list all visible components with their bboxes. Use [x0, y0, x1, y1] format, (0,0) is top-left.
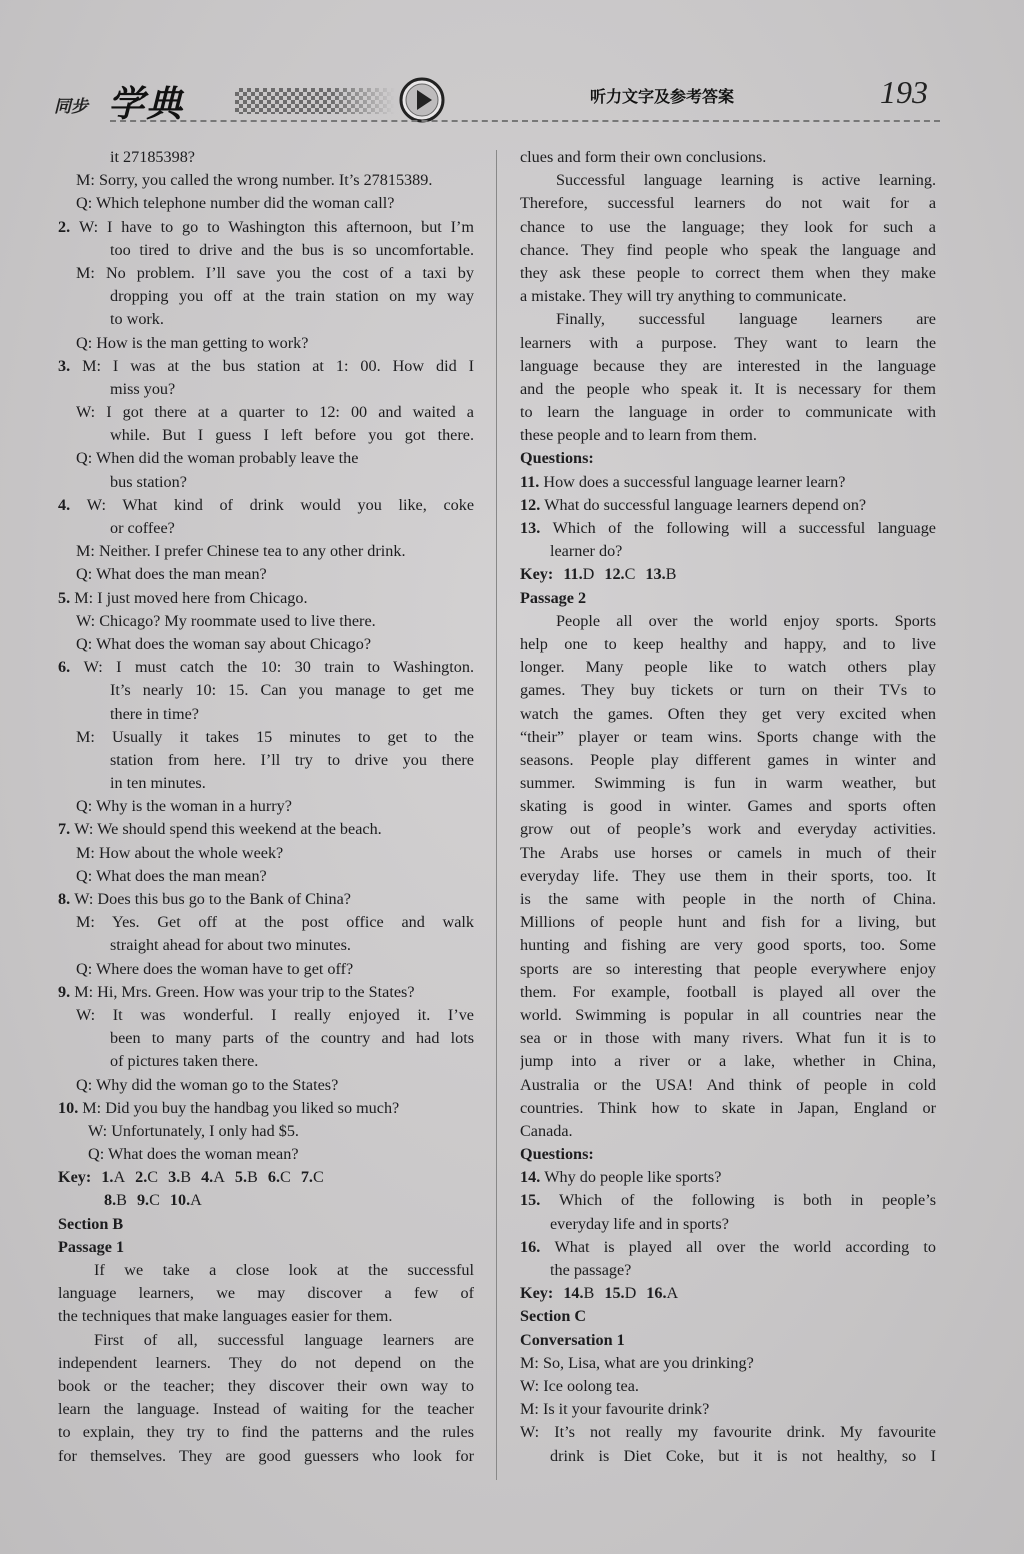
- key-answer: 7.C: [300, 1168, 324, 1187]
- line-text: in ten minutes.: [110, 774, 206, 793]
- line-text: straight ahead for about two minutes.: [110, 936, 351, 955]
- line-text: chance. They find people who speak the language and: [520, 240, 936, 259]
- text-line: [520, 262, 936, 285]
- key-row-2: [58, 1189, 474, 1212]
- line-text: Successful language learning is active learning.: [556, 171, 936, 190]
- text-line: [58, 239, 474, 262]
- line-text: clues and form their own conclusions.: [520, 148, 767, 166]
- key-answer: 15.D: [604, 1284, 637, 1303]
- line-text: to work.: [110, 310, 164, 329]
- item-number: 5.: [58, 588, 75, 607]
- page-header: [50, 70, 950, 130]
- text-line: [58, 679, 474, 702]
- right-column: [520, 146, 936, 1468]
- line-text: The Arabs use horses or camels in much of their: [520, 843, 936, 862]
- line-text: W: I got there at a quarter to 12: 00 and waited a: [76, 403, 474, 422]
- line-text: chance to use the language; they look for such a: [520, 217, 936, 236]
- key-answer: 9.C: [136, 1191, 160, 1210]
- text-line: [58, 587, 474, 610]
- text-line: [58, 540, 474, 563]
- line-text: Q: Why did the woman go to the States?: [76, 1075, 339, 1094]
- text-line: [520, 934, 936, 957]
- text-line: [520, 401, 936, 424]
- text-line: [58, 285, 474, 308]
- key-label: Key:: [58, 1168, 92, 1187]
- line-text: Why do people like sports?: [544, 1168, 722, 1187]
- brand-logo-text: 学典: [108, 84, 185, 125]
- line-text: to learn the language in order to communicate with: [520, 403, 936, 422]
- column-divider: [496, 150, 497, 1480]
- text-line: [58, 1143, 474, 1166]
- line-text: Q: Where does the woman have to get off?: [76, 959, 354, 978]
- question-line: [520, 471, 936, 494]
- text-line: [58, 888, 474, 911]
- conversation-1-body: [520, 1352, 936, 1468]
- line-text: Canada.: [520, 1121, 573, 1140]
- text-line: [58, 981, 474, 1004]
- text-line: [520, 1027, 936, 1050]
- key-answer: 12.C: [604, 565, 636, 584]
- line-text: M: Hi, Mrs. Green. How was your trip to the States?: [74, 982, 415, 1001]
- line-text: Q: When did the woman probably leave the: [76, 449, 359, 468]
- text-line: [58, 865, 474, 888]
- line-text: countries. Think how to skate in Japan, England or: [520, 1098, 936, 1117]
- key-answer: 4.A: [201, 1168, 225, 1187]
- line-text: to explain, they try to find the patterns and the rules: [58, 1423, 474, 1442]
- passage-2-heading: Passage 2: [520, 588, 587, 607]
- key-answer: 10.A: [169, 1191, 202, 1210]
- text-line: [520, 703, 936, 726]
- text-line: [58, 1282, 474, 1305]
- checker-pattern: [235, 88, 395, 114]
- line-text: W: What kind of drink would you like, coke: [86, 495, 474, 514]
- line-text: M: No problem. I’ll save you the cost of a taxi by: [76, 263, 474, 282]
- question-line: [520, 1189, 936, 1212]
- text-line: [58, 494, 474, 517]
- line-text: Q: Why is the woman in a hurry?: [76, 797, 292, 816]
- line-text: while. But I guess I left before you got there.: [110, 426, 474, 445]
- text-line: [520, 239, 936, 262]
- line-text: M: Usually it takes 15 minutes to get to the: [76, 727, 474, 746]
- line-text: Q: How is the man getting to work?: [76, 333, 309, 352]
- text-line: [520, 355, 936, 378]
- text-line: [520, 1398, 936, 1421]
- line-text: First of all, successful language learners are: [94, 1330, 474, 1349]
- line-text: world. Swimming is popular in all countries near the: [520, 1005, 936, 1024]
- key-answers: [104, 1189, 212, 1212]
- text-line: [58, 958, 474, 981]
- line-text: these people and to learn from them.: [520, 426, 757, 445]
- page-number: 193: [880, 74, 928, 110]
- text-line: [520, 1352, 936, 1375]
- text-line: [58, 1352, 474, 1375]
- text-line: [58, 563, 474, 586]
- line-text: Q: What does the woman mean?: [88, 1145, 299, 1164]
- line-text: station from here. I’ll try to drive you there: [110, 750, 474, 769]
- line-text: Which of the following is both in people’s: [559, 1191, 936, 1210]
- text-line: [520, 1004, 936, 1027]
- text-line: [520, 679, 936, 702]
- key-answer: 13.B: [645, 565, 677, 584]
- key-answer: 2.C: [135, 1168, 159, 1187]
- text-line: [520, 1375, 936, 1398]
- line-text: People all over the world enjoy sports. Sports: [556, 611, 936, 630]
- line-text: What is played all over the world according to: [554, 1237, 936, 1256]
- text-line: [58, 471, 474, 494]
- line-text: M: Did you buy the handbag you liked so much?: [82, 1098, 400, 1117]
- text-line: [58, 795, 474, 818]
- line-text: summer. Swimming is fun in warm weather, but: [520, 774, 936, 793]
- line-text: or coffee?: [110, 519, 175, 537]
- passage-1-heading: Passage 1: [58, 1237, 125, 1256]
- text-line: [58, 332, 474, 355]
- header-title: 听力文字及参考答案: [590, 87, 735, 106]
- passage-2-body: [520, 610, 936, 1143]
- text-line: [58, 749, 474, 772]
- key-label: Key:: [520, 1284, 554, 1303]
- line-text: grow out of people’s work and everyday activities.: [520, 820, 936, 839]
- line-text: the passage?: [550, 1261, 632, 1279]
- text-line: [520, 1421, 936, 1444]
- brand-small-text: 同步: [54, 97, 88, 117]
- text-line: [58, 703, 474, 726]
- line-text: learner do?: [550, 542, 623, 561]
- line-text: and the people who speak it. It is necessary for them: [520, 379, 936, 398]
- item-number: 3.: [58, 356, 83, 375]
- key-answer: 14.B: [563, 1284, 595, 1303]
- text-line: [520, 795, 936, 818]
- line-text: learn the language. Instead of waiting for the teacher: [58, 1400, 474, 1419]
- text-line: [58, 169, 474, 192]
- line-text: W: Ice oolong tea.: [520, 1376, 639, 1395]
- line-text: been to many parts of the country and had lots: [110, 1029, 474, 1048]
- line-text: Q: What does the man mean?: [76, 866, 267, 885]
- line-text: of pictures taken there.: [110, 1052, 259, 1071]
- line-text: book or the teacher; they discover their own way to: [58, 1376, 474, 1395]
- text-line: [520, 888, 936, 911]
- text-line: [520, 842, 936, 865]
- item-number: 12.: [520, 495, 545, 514]
- item-number: 16.: [520, 1237, 555, 1256]
- item-number: 10.: [58, 1098, 83, 1117]
- text-line: [520, 749, 936, 772]
- line-text: M: Is it your favourite drink?: [520, 1400, 710, 1419]
- key-answer: 16.A: [646, 1284, 679, 1303]
- line-text: sea or in those with many rivers. What fun it is to: [520, 1029, 936, 1048]
- text-line: [58, 1445, 474, 1468]
- key-row-4: [520, 1282, 936, 1305]
- item-number: 14.: [520, 1168, 545, 1187]
- text-line: [520, 1050, 936, 1073]
- line-text: If we take a close look at the successful: [94, 1261, 474, 1279]
- text-line: [58, 610, 474, 633]
- key-row-3: [520, 563, 936, 586]
- line-text: W: Unfortunately, I only had $5.: [88, 1121, 299, 1140]
- line-text: M: So, Lisa, what are you drinking?: [520, 1353, 754, 1372]
- line-text: It’s nearly 10: 15. Can you manage to get me: [110, 681, 474, 700]
- line-text: M: I just moved here from Chicago.: [74, 588, 308, 607]
- line-text: skating is good in winter. Games and sports often: [520, 797, 936, 816]
- play-icon: [398, 76, 446, 124]
- text-line: [58, 1329, 474, 1352]
- line-text: What do successful language learners depend on?: [544, 495, 867, 514]
- key-label: Key:: [520, 565, 554, 584]
- dialogue-list: [58, 146, 474, 1166]
- item-number: 15.: [520, 1191, 560, 1210]
- line-text: W: We should spend this weekend at the beach.: [74, 820, 382, 839]
- line-text: hunting and fishing are very good sports, too. Some: [520, 936, 936, 955]
- text-line: [520, 308, 936, 331]
- question-line: [520, 517, 936, 540]
- item-number: 11.: [520, 472, 544, 491]
- text-line: [58, 1074, 474, 1097]
- text-line: [58, 146, 474, 169]
- text-line: [58, 401, 474, 424]
- line-text: Australia or the USA! And think of people in cold: [520, 1075, 936, 1094]
- line-text: they ask these people to correct them when they make: [520, 263, 936, 282]
- line-text: seasons. People play different games in winter and: [520, 750, 936, 769]
- item-number: 7.: [58, 820, 75, 839]
- text-line: [58, 772, 474, 795]
- question-line: [520, 1213, 936, 1236]
- line-text: help one to keep healthy and happy, and to live: [520, 634, 936, 653]
- question-line: [520, 494, 936, 517]
- text-line: [58, 216, 474, 239]
- text-line: [520, 610, 936, 633]
- conversation-1-heading: Conversation 1: [520, 1330, 625, 1349]
- key-answer: 8.B: [104, 1191, 127, 1210]
- text-line: [520, 1097, 936, 1120]
- line-text: Finally, successful language learners are: [556, 310, 936, 329]
- text-line: [520, 332, 936, 355]
- key-answers: [563, 1282, 688, 1305]
- text-line: [520, 818, 936, 841]
- header-dash-line: [110, 120, 940, 122]
- text-line: [520, 1120, 936, 1143]
- text-line: [520, 865, 936, 888]
- text-line: [520, 378, 936, 401]
- line-text: learners with a purpose. They want to learn the: [520, 333, 936, 352]
- text-line: [58, 1027, 474, 1050]
- line-text: is the same with people in the north of China.: [520, 890, 936, 908]
- question-line: [520, 1236, 936, 1259]
- line-text: Q: What does the woman say about Chicago?: [76, 634, 372, 653]
- text-line: [520, 146, 936, 169]
- key-answer: 5.B: [234, 1168, 258, 1187]
- line-text: W: It was wonderful. I really enjoyed it. I’ve: [76, 1005, 474, 1024]
- text-line: [58, 1004, 474, 1027]
- passage-1-body: [58, 1259, 474, 1468]
- line-text: independent learners. They do not depend on the: [58, 1353, 474, 1372]
- item-number: 8.: [58, 890, 75, 908]
- item-number: 6.: [58, 658, 84, 677]
- text-line: [58, 262, 474, 285]
- text-line: [520, 911, 936, 934]
- passage-1-continued: [520, 146, 936, 447]
- line-text: them. For example, football is played all over the: [520, 982, 936, 1001]
- text-line: [58, 308, 474, 331]
- key-answers: [101, 1166, 333, 1189]
- text-line: [58, 1398, 474, 1421]
- line-text: Millions of people hunt and fish for a living, but: [520, 913, 936, 932]
- text-line: [58, 1050, 474, 1073]
- line-text: W: I have to go to Washington this afternoon, but I’m: [78, 217, 474, 236]
- line-text: M: How about the whole week?: [76, 843, 284, 862]
- line-text: Q: Which telephone number did the woman call?: [76, 194, 395, 213]
- text-line: [520, 1445, 936, 1468]
- line-text: W: Chicago? My roommate used to live there.: [76, 611, 376, 630]
- question-line: [520, 1259, 936, 1282]
- text-line: [58, 842, 474, 865]
- left-column: [58, 146, 474, 1468]
- text-line: [520, 726, 936, 749]
- line-text: language because they are interested in the language: [520, 356, 936, 375]
- item-number: 4.: [58, 495, 87, 514]
- line-text: M: Yes. Get off at the post office and walk: [76, 913, 474, 932]
- text-line: [520, 656, 936, 679]
- line-text: miss you?: [110, 379, 176, 398]
- line-text: jump into a river or a lake, whether in China,: [520, 1052, 936, 1071]
- question-list: [520, 471, 936, 564]
- text-line: [520, 958, 936, 981]
- section-b-heading: Section B: [58, 1214, 124, 1233]
- text-line: [58, 911, 474, 934]
- line-text: “their” player or team wins. Sports change with the: [520, 727, 936, 746]
- line-text: W: I must catch the 10: 30 train to Washington.: [83, 658, 474, 677]
- line-text: everyday life and in sports?: [550, 1214, 729, 1233]
- text-line: [58, 633, 474, 656]
- text-line: [520, 192, 936, 215]
- text-line: [58, 447, 474, 470]
- item-number: 2.: [58, 217, 79, 236]
- line-text: bus station?: [110, 472, 187, 491]
- question-line: [520, 540, 936, 563]
- key-answer: 3.B: [168, 1168, 192, 1187]
- text-line: [520, 424, 936, 447]
- questions-heading: Questions:: [520, 1145, 594, 1164]
- line-text: drink is Diet Coke, but it is not healthy, so I: [550, 1446, 936, 1465]
- line-text: Which of the following will a successful language: [552, 519, 936, 537]
- section-c-heading: Section C: [520, 1307, 587, 1326]
- text-line: [520, 169, 936, 192]
- key-answer: 11.D: [563, 565, 595, 584]
- text-line: [58, 1305, 474, 1328]
- line-text: M: Neither. I prefer Chinese tea to any other drink.: [76, 542, 406, 561]
- line-text: Therefore, successful learners do not wait for a: [520, 194, 936, 213]
- line-text: for themselves. They are good guessers who look for: [58, 1446, 474, 1465]
- text-line: [58, 726, 474, 749]
- line-text: games. They buy tickets or turn on their TVs to: [520, 681, 936, 700]
- line-text: too tired to drive and the bus is so uncomfortable.: [110, 240, 474, 259]
- key-answers: [563, 563, 686, 586]
- text-line: [520, 772, 936, 795]
- text-line: [58, 517, 474, 540]
- text-line: [58, 378, 474, 401]
- text-line: [58, 1097, 474, 1120]
- text-line: [520, 981, 936, 1004]
- questions-heading: Questions:: [520, 449, 594, 468]
- question-line: [520, 1166, 936, 1189]
- line-text: the techniques that make languages easier for them.: [58, 1307, 393, 1326]
- text-line: [520, 1074, 936, 1097]
- line-text: W: It’s not really my favourite drink. My favourite: [520, 1423, 936, 1442]
- line-text: Q: What does the man mean?: [76, 565, 267, 584]
- key-row-1: [58, 1166, 474, 1189]
- text-line: [58, 1421, 474, 1444]
- text-line: [520, 216, 936, 239]
- line-text: sports are so interesting that people everywhere enjoy: [520, 959, 936, 978]
- text-line: [58, 1259, 474, 1282]
- text-line: [58, 1375, 474, 1398]
- line-text: M: Sorry, you called the wrong number. It’s 27815389.: [76, 171, 433, 190]
- line-text: M: I was at the bus station at 1: 00. How did I: [82, 356, 474, 375]
- key-answer: 1.A: [101, 1168, 126, 1187]
- line-text: everyday life. They use them in their sports, too. It: [520, 866, 936, 885]
- item-number: 9.: [58, 982, 75, 1001]
- text-line: [58, 1120, 474, 1143]
- line-text: it 27185398?: [110, 148, 195, 166]
- text-line: [58, 355, 474, 378]
- text-line: [58, 934, 474, 957]
- line-text: W: Does this bus go to the Bank of China?: [74, 890, 351, 908]
- line-text: longer. Many people like to watch others play: [520, 658, 936, 677]
- text-line: [58, 656, 474, 679]
- item-number: 13.: [520, 519, 553, 537]
- line-text: language learners, we may discover a few of: [58, 1284, 474, 1303]
- text-line: [58, 818, 474, 841]
- text-line: [58, 192, 474, 215]
- question-list: [520, 1166, 936, 1282]
- text-line: [520, 285, 936, 308]
- line-text: dropping you off at the train station on my way: [110, 287, 474, 306]
- line-text: watch the games. Often they get very excited when: [520, 704, 936, 723]
- line-text: How does a successful language learner learn?: [543, 472, 846, 491]
- key-answer: 6.C: [267, 1168, 291, 1187]
- line-text: there in time?: [110, 704, 199, 723]
- text-line: [58, 424, 474, 447]
- line-text: a mistake. They will try anything to communicate.: [520, 287, 847, 306]
- text-line: [520, 633, 936, 656]
